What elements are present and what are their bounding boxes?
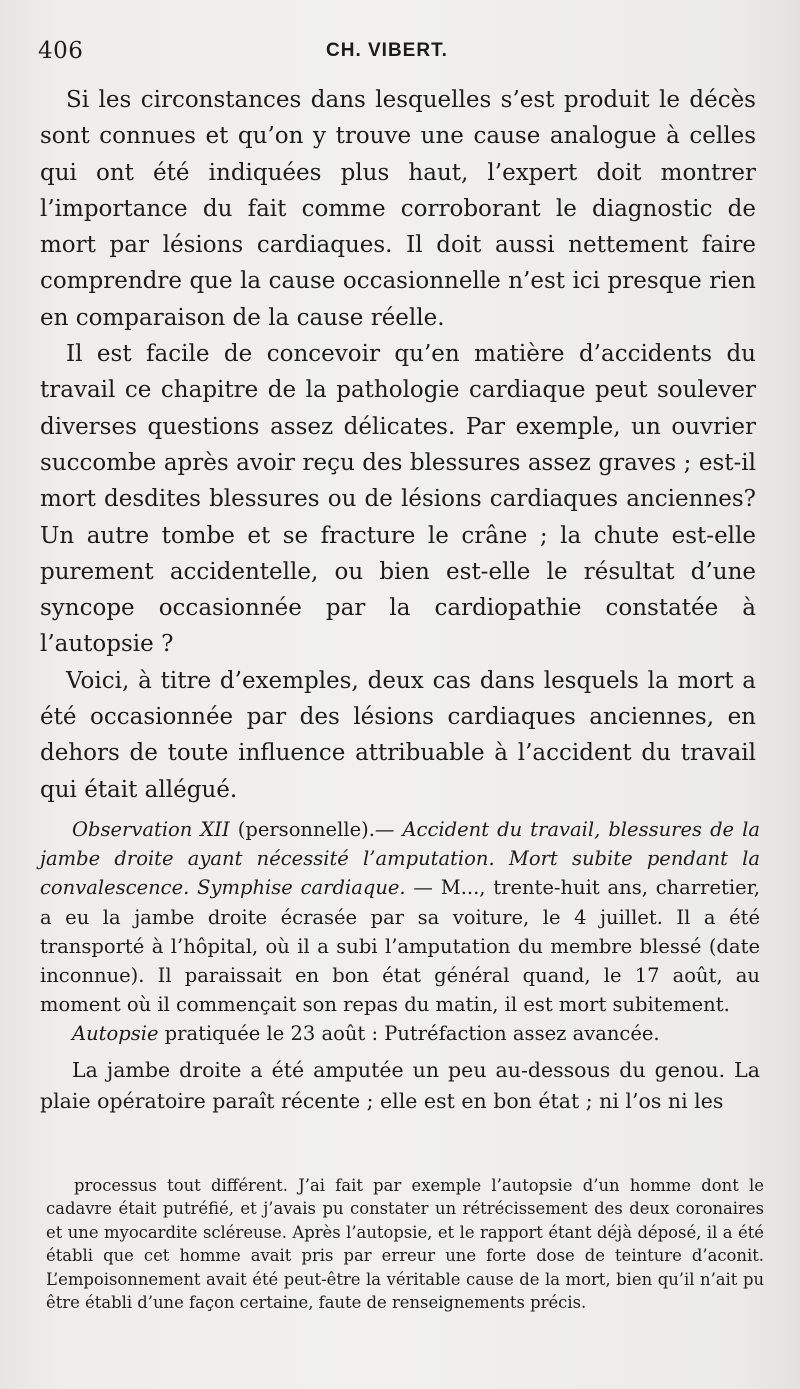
autopsy-label: Autopsie	[72, 1022, 159, 1046]
autopsy-paragraph	[40, 1019, 760, 1048]
observation-block	[40, 815, 760, 1117]
main-text	[40, 82, 756, 808]
observation-paragraph	[40, 815, 760, 1019]
observation-text: M..., trente-huit ans, charretier, a eu la jambe droite écrasée par sa voiture, le 4 juillet. Il a été transporté à l’hôpital, où il a subi l’amputation du membre blessé (date inconnue). Il paraissait en bon état général quand, le 17 août, au moment où il commençait son repas du matin, il est mort subitement.	[40, 876, 760, 1017]
observation-qualifier: (personnelle).—	[229, 818, 403, 841]
paragraph-2: Il est facile de concevoir qu’en matière d’accidents du travail ce chapitre de la pathologie cardiaque peut soulever diverses questions assez délicates. Par exemple, un ouvrier succombe après avoir reçu des blessures assez graves ; est-il mort desdites blessures ou de lésions cardiaques anciennes? Un autre tombe et se fracture le crâne ; la chute est-elle purement accidentelle, ou bien est-elle le résultat d’une syncope occasionnée par la cardiopathie constatée à l’autopsie ?	[40, 341, 756, 658]
page-header	[38, 38, 762, 70]
page-number: 406	[38, 38, 84, 64]
observation-continuation: La jambe droite a été amputée un peu au-dessous du genou. La plaie opératoire paraît récente ; elle est en bon état ; ni l’os ni les	[40, 1057, 760, 1113]
autopsy-text: pratiquée le 23 août : Putréfaction assez avancée.	[158, 1022, 660, 1046]
footnote-text: processus tout différent. J’ai fait par exemple l’autopsie d’un homme dont le cadavre était putréfié, et j’avais pu constater un rétrécissement des deux coronaires et une myocardite scléreuse. Après l’autopsie, et le rapport étant déjà déposé, il a été établi que cet homme avait pris par erreur une forte dose de teinture d’aconit. L’empoisonnement avait été peut-être la véritable cause de la mort, bien qu’il n’ait pu être établi d’une façon certaine, faute de renseignements précis.	[46, 1176, 764, 1313]
running-head: CH. VIBERT.	[326, 40, 448, 61]
observation-dash: —	[405, 876, 441, 900]
footnote	[46, 1174, 764, 1314]
observation-title: Accident du travail, blessures de la jambe droite ayant nécessité l’amputation. Mort subite pendant la convalescence. Symphise cardiaque.	[40, 818, 761, 900]
paragraph-3: Voici, à titre d’exemples, deux cas dans lesquels la mort a été occasionnée par des lésions cardiaques anciennes, en dehors de toute influence attribuable à l’accident du travail qui était allégué.	[40, 667, 756, 803]
observation-label: Observation XII	[72, 818, 230, 841]
paragraph-1: Si les circonstances dans lesquelles s’est produit le décès sont connues et qu’on y trouve une cause analogue à celles qui ont été indiquées plus haut, l’expert doit montrer l’importance du fait comme corroborant le diagnostic de mort par lésions cardiaques. Il doit aussi nettement faire comprendre que la cause occasionnelle n’est ici presque rien en comparaison de la cause réelle.	[40, 87, 756, 331]
